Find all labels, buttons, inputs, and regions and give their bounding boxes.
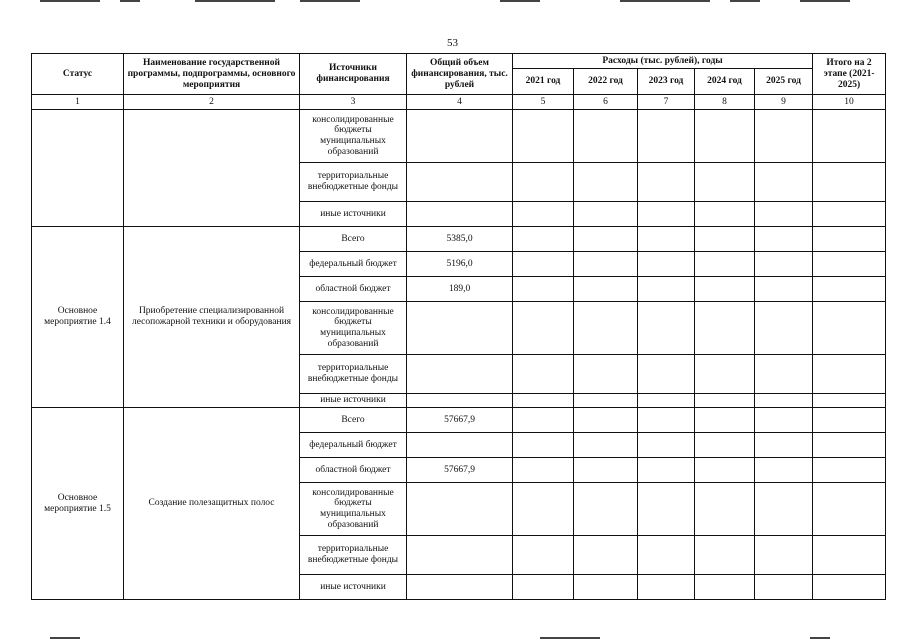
total-cell	[407, 355, 513, 394]
source-cell: федеральный бюджет	[300, 433, 407, 458]
total-cell	[407, 202, 513, 227]
source-cell: консолидированные бюджеты муниципальных образований	[300, 110, 407, 163]
scan-edge-mark	[40, 0, 100, 2]
scan-edge-mark	[195, 0, 275, 2]
source-cell: территориальные внебюджетные фонды	[300, 355, 407, 394]
header-total: Общий объем финансирования, тыс. рублей	[407, 54, 513, 95]
name-cell: Создание полезащитных полос	[124, 408, 300, 600]
source-cell: Всего	[300, 408, 407, 433]
column-number: 5	[513, 95, 574, 110]
total-cell	[407, 110, 513, 163]
total-cell	[407, 536, 513, 575]
header-name: Наименование государственной программы, подпрограммы, основного мероприятия	[124, 54, 300, 95]
source-cell: иные источники	[300, 394, 407, 408]
status-cell	[32, 110, 124, 227]
scan-edge-mark	[50, 637, 80, 639]
scan-edge-mark	[540, 637, 600, 639]
total-cell	[407, 163, 513, 202]
scan-edge-mark	[120, 0, 140, 2]
total-cell: 5196,0	[407, 252, 513, 277]
scan-edge-mark	[620, 0, 710, 2]
scan-edge-mark	[800, 0, 850, 2]
table-row	[32, 227, 886, 252]
page-number: 53	[447, 37, 458, 49]
total-cell: 57667,9	[407, 458, 513, 483]
source-cell: территориальные внебюджетные фонды	[300, 163, 407, 202]
column-number: 6	[574, 95, 638, 110]
source-cell: областной бюджет	[300, 277, 407, 302]
total-cell	[407, 302, 513, 355]
name-cell: Приобретение специализированной лесопожарной техники и оборудования	[124, 227, 300, 408]
column-number: 9	[755, 95, 813, 110]
column-number: 8	[695, 95, 755, 110]
header-year: 2025 год	[755, 69, 813, 95]
total-cell	[407, 433, 513, 458]
total-cell	[407, 483, 513, 536]
header-expenses: Расходы (тыс. рублей), годы	[513, 54, 813, 69]
column-number: 7	[638, 95, 695, 110]
source-cell: иные источники	[300, 202, 407, 227]
scan-edge-mark	[500, 0, 540, 2]
header-year: 2024 год	[695, 69, 755, 95]
header-sources: Источники финансирования	[300, 54, 407, 95]
column-number: 1	[32, 95, 124, 110]
column-number: 3	[300, 95, 407, 110]
financing-table	[31, 53, 886, 600]
name-cell	[124, 110, 300, 227]
column-number: 10	[813, 95, 886, 110]
scan-edge-mark	[730, 0, 760, 2]
table-row	[32, 110, 886, 163]
header-year: 2023 год	[638, 69, 695, 95]
total-cell: 5385,0	[407, 227, 513, 252]
header-status: Статус	[32, 54, 124, 95]
source-cell: территориальные внебюджетные фонды	[300, 536, 407, 575]
scan-edge-mark	[810, 637, 830, 639]
source-cell: федеральный бюджет	[300, 252, 407, 277]
source-cell: консолидированные бюджеты муниципальных образований	[300, 483, 407, 536]
status-cell: Основное мероприятие 1.5	[32, 408, 124, 600]
status-cell: Основное мероприятие 1.4	[32, 227, 124, 408]
header-year: 2022 год	[574, 69, 638, 95]
source-cell: иные источники	[300, 575, 407, 600]
total-cell: 189,0	[407, 277, 513, 302]
header-itogo: Итого на 2 этапе (2021-2025)	[813, 54, 886, 95]
header-year: 2021 год	[513, 69, 574, 95]
source-cell: консолидированные бюджеты муниципальных образований	[300, 302, 407, 355]
source-cell: Всего	[300, 227, 407, 252]
column-number: 4	[407, 95, 513, 110]
total-cell	[407, 575, 513, 600]
table-row	[32, 408, 886, 433]
column-number: 2	[124, 95, 300, 110]
column-number-row	[32, 95, 886, 110]
source-cell: областной бюджет	[300, 458, 407, 483]
scan-edge-mark	[300, 0, 360, 2]
total-cell: 57667,9	[407, 408, 513, 433]
total-cell	[407, 394, 513, 408]
